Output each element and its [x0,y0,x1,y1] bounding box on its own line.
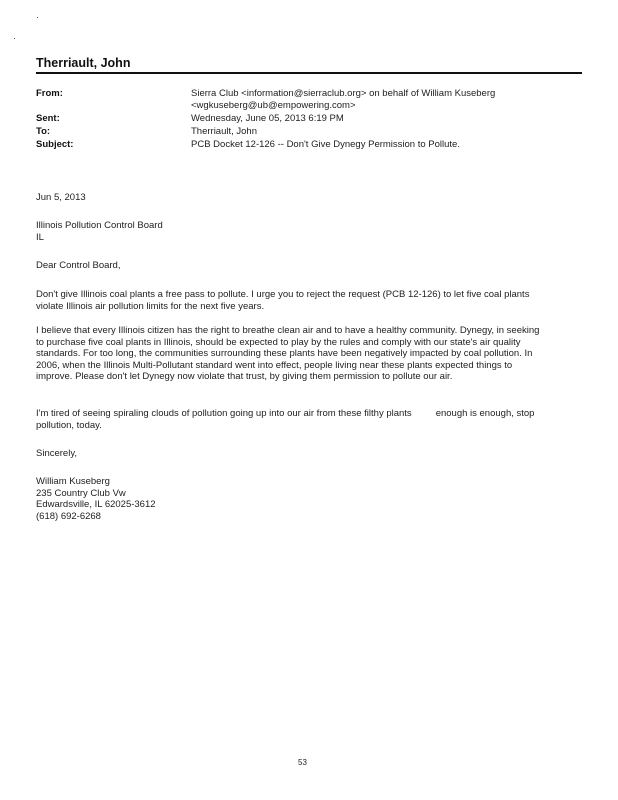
sent-label: Sent: [36,113,60,124]
letter-recipient [36,220,576,243]
from-value-email: <wgkuseberg@ub@empowering.com> [191,100,356,111]
paragraph-line: pollution, today. [36,419,102,431]
paragraph-fragment: enough is enough, stop [435,408,535,419]
recipient-name-title: Therriault, John [36,56,131,70]
scan-speck [37,17,38,18]
paragraph-1 [36,289,576,312]
paragraph-line: 2006, when the Illinois Multi-Pollutant standard went into effect, people living near these plants expected things to [36,359,513,371]
signature-line: (618) 692-6268 [36,510,101,522]
letter-signature [36,476,576,522]
paragraph-line: improve. Please don't let Dynegy now violate that trust, by giving them permission to pollute our air. [36,371,453,383]
salutation-line: Dear Control Board, [36,260,121,271]
date-line: Jun 5, 2013 [36,192,86,203]
from-value: Sierra Club <information@sierraclub.org> on behalf of William Kuseberg [191,88,496,99]
paragraph-line: I believe that every Illinois citizen has the right to breathe clean air and to have a healthy community. Dynegy, in seeking [36,325,540,336]
letter-salutation [36,260,576,272]
paragraph-line: violate Illinois air pollution limits for the next five years. [36,300,265,312]
recipient-line: IL [36,231,44,243]
paragraph-line [36,408,576,420]
from-label: From: [36,88,63,99]
paragraph-fragment: I'm tired of seeing spiraling clouds of pollution going up into our air from these filthy plants [36,408,412,419]
sent-value: Wednesday, June 05, 2013 6:19 PM [191,113,344,124]
recipient-line: Illinois Pollution Control Board [36,220,163,231]
to-value: Therriault, John [191,126,258,137]
letter-closing [36,448,576,460]
page-number: 53 [298,758,307,767]
header-rule [36,72,582,74]
signature-line: Edwardsville, IL 62025-3612 [36,499,156,511]
signature-line: 235 Country Club Vw [36,487,126,499]
subject-label: Subject: [36,139,74,150]
paragraph-3 [36,408,576,431]
letter-date [36,192,576,204]
paragraph-line: to purchase five coal plants in Illinois, should be expected to play by the rules and comply with our state's air quality [36,336,521,348]
closing-line: Sincerely, [36,448,78,459]
subject-value: PCB Docket 12-126 -- Don't Give Dynegy Permission to Pollute. [191,139,460,150]
paragraph-line: Don't give Illinois coal plants a free pass to pollute. I urge you to reject the request (PCB 12-126) to let five coal plants [36,289,530,300]
scan-speck [14,38,15,39]
to-label: To: [36,126,51,137]
paragraph-2 [36,325,576,383]
signature-line: William Kuseberg [36,476,110,487]
paragraph-line: standards. For too long, the communities surrounding these plants have been negatively impacted by coal pollution. In [36,348,533,360]
